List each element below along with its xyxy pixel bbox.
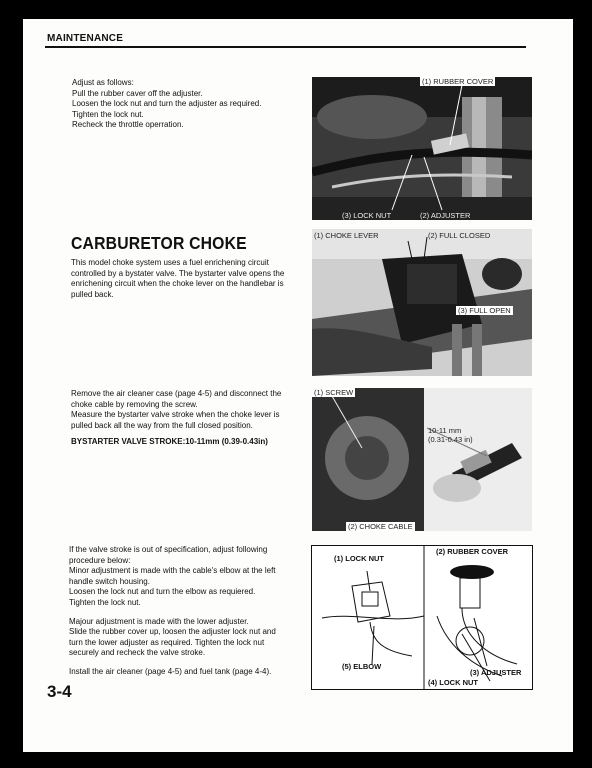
text-line: Tighten the lock nut. — [69, 597, 141, 607]
page-number: 3-4 — [47, 682, 72, 701]
text-line: Loosen the lock nut and turn the adjuster as required. — [72, 99, 262, 109]
text-line: Install the air cleaner (page 4-5) and fuel tank (page 4-4). — [69, 666, 272, 676]
adjuster-label: (2) ADJUSTER — [420, 211, 471, 220]
text-line: enrichening circuit when the choke lever on the handlebar is — [71, 279, 284, 289]
adjustment-diagram — [311, 545, 533, 690]
lock-nut-label: (3) LOCK NUT — [342, 211, 392, 220]
text-line: Pull the rubber caver off the adjuster. — [72, 88, 203, 98]
choke-cable-photo — [312, 388, 532, 531]
text-line: Loosen the lock nut and turn the elbow as requiered. — [69, 587, 256, 597]
text-line: This model choke system uses a fuel enrichening circuit — [71, 258, 269, 267]
diagram-adjuster-label: (3) ADJUSTER — [470, 668, 522, 677]
diagram-elbow-label: (5) ELBOW — [342, 662, 382, 671]
stroke-spec: BYSTARTER VALVE STROKE:10-11mm (0.39-0.43in) — [71, 437, 268, 446]
text-line: Recheck the throttle operration. — [72, 120, 184, 130]
text-line: If the valve stroke is out of specification, adjust following — [69, 545, 268, 554]
choke-description — [71, 258, 311, 300]
text-line: Remove the air cleaner case (page 4-5) and disconnect the — [71, 389, 282, 398]
adjust-instructions — [72, 78, 302, 131]
diagram-rubber-cover-label: (2) RUBBER COVER — [436, 547, 509, 556]
text-line: turn the lower adjuster as required. Tighten the lock nut — [69, 637, 265, 647]
section-title: CARBURETOR CHOKE — [71, 233, 247, 253]
remove-instructions — [71, 389, 311, 431]
text-line: Tighten the lock nut. — [72, 109, 144, 119]
screw-label: (1) SCREW — [314, 388, 354, 397]
text-line: pulled back. — [71, 289, 114, 299]
full-open-label: (3) FULL OPEN — [458, 306, 511, 315]
diagram-lock-nut-label: (1) LOCK NUT — [334, 554, 384, 563]
text-line: Measure the bystarter valve stroke when the choke lever is — [71, 410, 280, 420]
stroke-mm-label: 10-11 mm — [428, 426, 462, 435]
text-line: Slide the rubber cover up, loosen the adjuster lock nut and — [69, 627, 276, 637]
choke-cable-illustration — [312, 388, 532, 531]
adjustment-procedure — [69, 545, 305, 678]
full-closed-label: (2) FULL CLOSED — [428, 231, 491, 240]
text-line: pulled back all the way from the full closed position. — [71, 420, 253, 430]
rubber-cover-label: (1) RUBBER COVER — [422, 77, 494, 86]
choke-lever-label: (1) CHOKE LEVER — [314, 231, 379, 240]
text-line: Minor adjustment is made with the cable's elbow at the left — [69, 566, 276, 576]
text-line: procedure below: — [69, 555, 131, 565]
section-header: MAINTENANCE — [47, 33, 124, 44]
text-line: Adjust as follows: — [72, 78, 134, 87]
throttle-cable-illustration — [312, 77, 532, 220]
text-line: controlled by a bystater valve. The bystarter valve opens the — [71, 268, 285, 278]
text-line: Majour adjustment is made with the lower adjuster. — [69, 616, 249, 626]
text-line: securely and recheck the valve stroke. — [69, 648, 206, 658]
choke-lever-illustration — [312, 229, 532, 376]
throttle-cable-photo — [312, 77, 532, 220]
diagram-lower-lock-nut-label: (4) LOCK NUT — [428, 678, 478, 687]
header-rule — [45, 46, 526, 48]
choke-lever-photo — [312, 229, 532, 376]
text-line: choke cable by removing the screw. — [71, 399, 198, 409]
choke-cable-label: (2) CHOKE CABLE — [348, 522, 413, 531]
text-line: handle switch housing. — [69, 576, 150, 586]
stroke-inch-label: (0.31-0.43 in) — [428, 435, 473, 444]
